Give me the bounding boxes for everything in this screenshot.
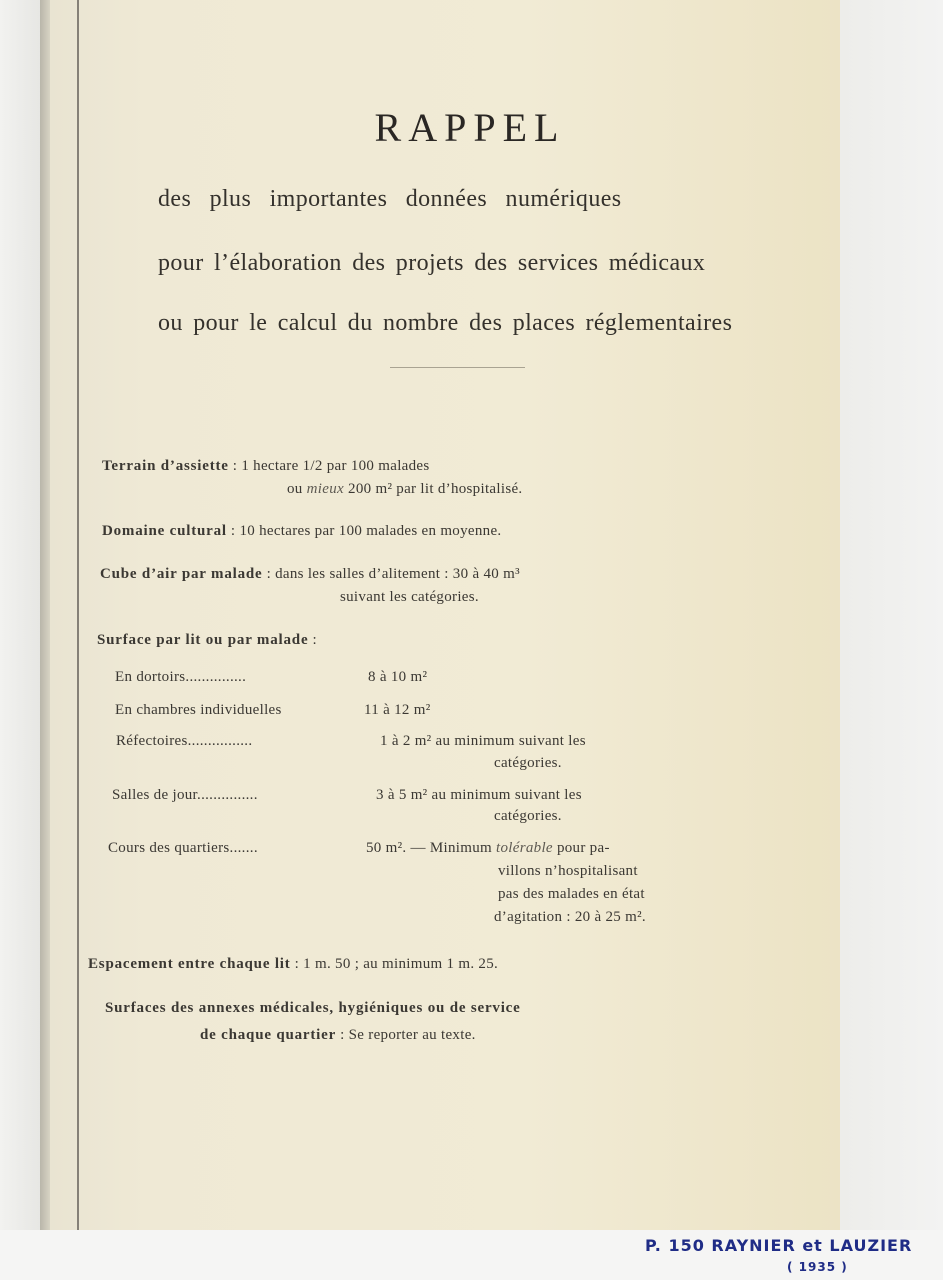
- cube-line-2: suivant les catégories.: [340, 589, 479, 605]
- surface-cours-value: [366, 840, 610, 857]
- surface-row-value: 8 à 10 m²: [368, 669, 428, 685]
- surface-row-name: Réfectoires.: [116, 733, 192, 749]
- surface-label: Surface par lit ou par malade: [97, 632, 309, 648]
- cours-value-pre: 50 m². — Minimum: [366, 840, 497, 856]
- surface-row-name: En dortoirs: [115, 669, 186, 685]
- terrain-label: Terrain d’assiette: [102, 458, 229, 474]
- annotation-line-2: ( 1935 ): [787, 1260, 848, 1274]
- subtitle-line-2: pour l’élaboration des projets des services médicaux: [158, 250, 706, 276]
- cours-value-italic: tolérable: [496, 840, 553, 856]
- page-title: RAPPEL: [374, 105, 566, 150]
- espacement-label: Espacement entre chaque lit: [88, 956, 291, 972]
- surface-row-cours: [108, 840, 258, 857]
- surface-row-value: 1 à 2 m² au minimum suivant les: [380, 733, 586, 749]
- handwritten-annotation: [640, 1232, 930, 1278]
- leader-dots: .......: [229, 840, 258, 856]
- annexes-label-1: Surfaces des annexes médicales, hygiéniques ou de service: [105, 1000, 521, 1016]
- cube-label: Cube d’air par malade: [100, 566, 263, 582]
- surface-row-value: 3 à 5 m² au minimum suivant les: [376, 787, 582, 803]
- annexes-line-1: [105, 1000, 521, 1017]
- terrain-line-1: [102, 458, 430, 475]
- surface-row-salles: [112, 787, 258, 804]
- section-divider: [390, 367, 525, 368]
- espacement-line: [88, 956, 498, 973]
- binding-line: [77, 0, 79, 1230]
- espacement-value: : 1 m. 50 ; au minimum 1 m. 25.: [290, 956, 499, 972]
- leader-dots: ...............: [197, 787, 258, 803]
- surface-row-chambres: En chambres individuelles: [115, 702, 282, 718]
- terrain-value-2-post: 200 m² par lit d’hospitalisé.: [343, 481, 523, 497]
- cube-line-1: [100, 566, 520, 583]
- leader-dots: ...............: [191, 733, 253, 749]
- domaine-label: Domaine cultural: [102, 523, 227, 539]
- leader-dots: ...............: [185, 669, 247, 685]
- cours-value-post: pour pa-: [552, 840, 610, 856]
- surface-row-value: 11 à 12 m²: [364, 702, 431, 718]
- surface-row-dortoirs: [115, 669, 246, 686]
- terrain-value-1: : 1 hectare 1/2 par 100 malades: [228, 458, 430, 474]
- annexes-value: : Se reporter au texte.: [336, 1027, 476, 1043]
- annotation-line-1: P. 150 RAYNIER et LAUZIER: [645, 1236, 913, 1255]
- scanned-page: [50, 0, 840, 1230]
- annexes-label-2: de chaque quartier: [200, 1027, 337, 1043]
- terrain-value-2-pre: ou: [287, 481, 307, 497]
- surface-row-name: Salles de jour: [112, 787, 198, 803]
- surface-heading: [97, 632, 317, 649]
- surface-row-name: Cours des quartiers: [108, 840, 230, 856]
- subtitle-line-3: ou pour le calcul du nombre des places réglementaires: [158, 310, 733, 336]
- surface-row-refectoires: [116, 733, 252, 750]
- cube-value-1: : dans les salles d’alitement : 30 à 40 m³: [262, 566, 520, 582]
- surface-colon: :: [308, 632, 317, 648]
- surface-row-continuation: catégories.: [494, 755, 562, 771]
- backdrop-right: [828, 0, 943, 1280]
- surface-row-continuation: catégories.: [494, 808, 562, 824]
- subtitle-line-1: des plus importantes données numériques: [158, 186, 622, 212]
- cours-continuation-1: villons n’hospitalisant: [498, 863, 638, 879]
- cours-continuation-2: pas des malades en état: [498, 886, 645, 902]
- cours-continuation-3: d’agitation : 20 à 25 m².: [494, 909, 646, 925]
- terrain-line-2: [287, 481, 522, 498]
- terrain-value-2-italic: mieux: [306, 481, 344, 497]
- annexes-line-2: [200, 1027, 476, 1044]
- domaine-line: [102, 523, 501, 540]
- domaine-value: : 10 hectares par 100 malades en moyenne.: [226, 523, 502, 539]
